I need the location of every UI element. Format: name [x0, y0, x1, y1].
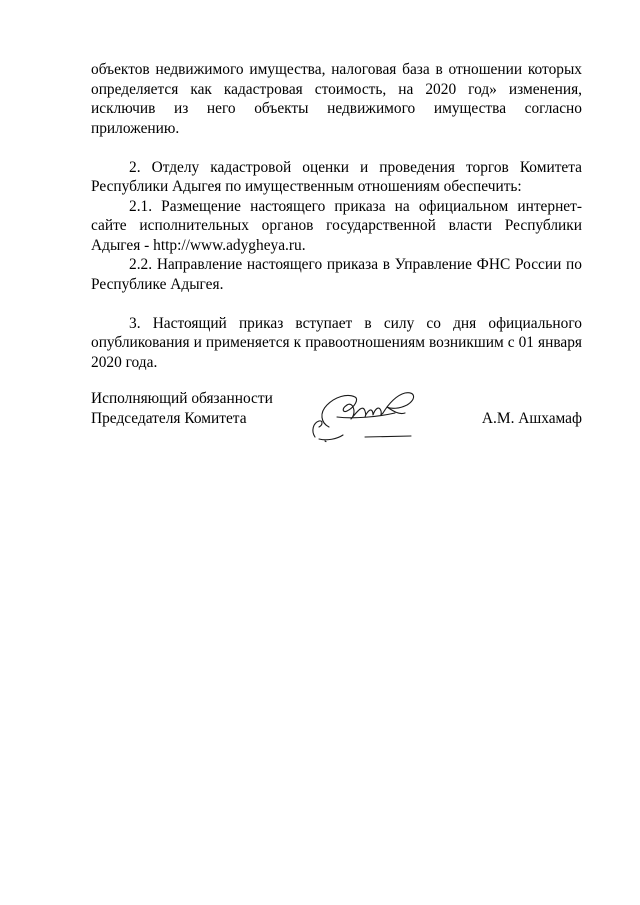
signatory-position [91, 389, 273, 428]
paragraph-item-2-1: 2.1. Размещение настоящего приказа на официальном интернет-сайте исполнительных органов государственной власти Республики Адыгея - http://www.adygheya.ru. [91, 197, 582, 254]
paragraph-continuation: объектов недвижимого имущества, налоговая база в отношении которых определяется как кадастровая стоимость, на 2020 год» изменения, исключив из него объекты недвижимого имущества согласно приложению. [91, 61, 582, 137]
signatory-position-line-1: Исполняющий обязанности [91, 390, 273, 407]
paragraph-item-3: 3. Настоящий приказ вступает в силу со дня официального опубликования и применяется к правоотношениям возникшим с 01 января 2020 года. [91, 314, 582, 371]
handwritten-signature [307, 383, 433, 445]
paragraph-item-2-2: 2.2. Направление настоящего приказа в Управление ФНС России по Республике Адыгея. [91, 256, 582, 293]
signatory-name: А.М. Ашхамаф [481, 409, 582, 427]
signature-block [91, 389, 582, 459]
paragraph-item-2: 2. Отделу кадастровой оценки и проведения торгов Комитета Республики Адыгея по имущественным отношениям обеспечить: [91, 158, 582, 195]
paragraph-spacer [91, 294, 582, 314]
signatory-position-line-2: Председателя Комитета [91, 409, 247, 427]
document-body [91, 60, 582, 372]
paragraph-spacer [91, 138, 582, 158]
